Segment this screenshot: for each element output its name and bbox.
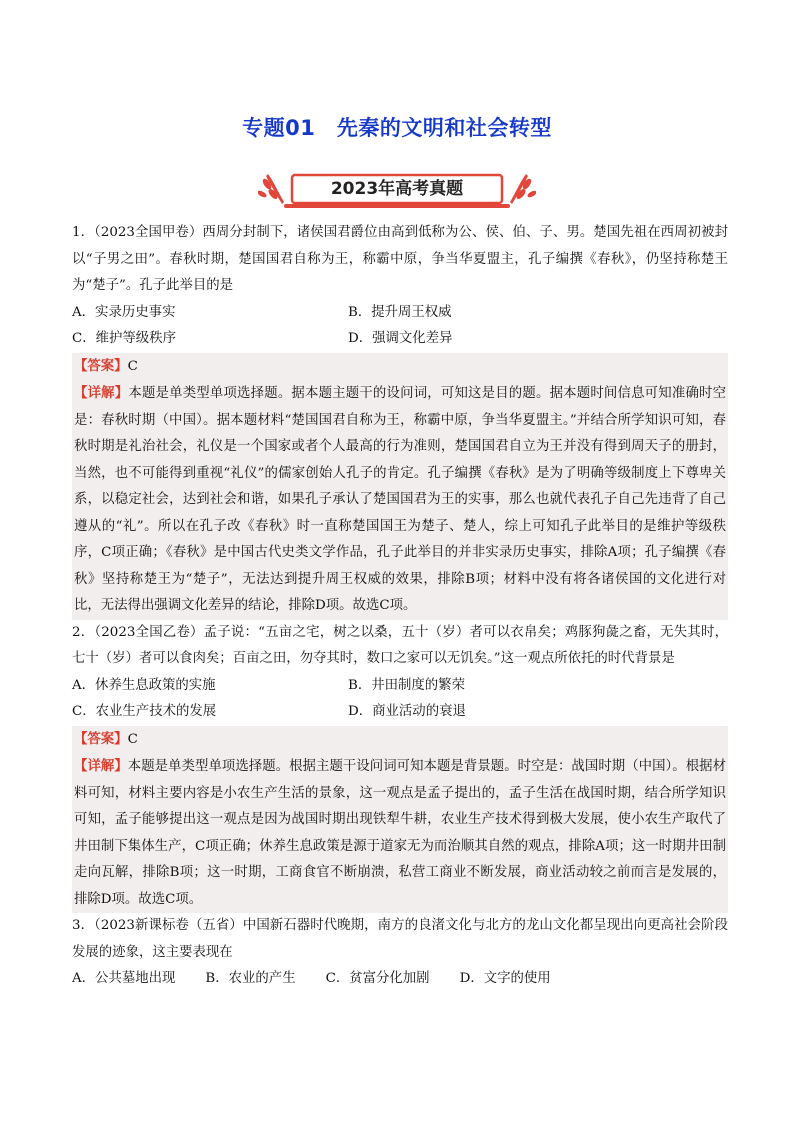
option-d: D．文字的使用: [459, 971, 551, 986]
option-b: B．提升周王权威: [348, 304, 452, 320]
question-3-stem: 3．（2023新课标卷（五省）中国新石器时代晚期，南方的良渚文化与北方的龙山文化都呈现出向更高社会阶段发展的迹象，这主要表现在: [72, 918, 728, 960]
option-c: C．维护等级秩序: [72, 331, 176, 346]
detail-text: 本题是单类型单项选择题。根据主题干设问词可知本题是背景题。时空是：战国时期（中国）。根据材料可知，材料主要内容是小农生产生活的景象，这一观点是孟子提出的，孟子生活在战国时期，结合所学知识可知，孟子能够提出这一观点是因为战国时期出现铁犁牛耕，农业生产技术得到极大发展，使小农生产取代了井田制下集体生产，C项正确；休养生息政策是源于道家无为而治顺其自然的观点，排除A项；这一时期井田制走向瓦解，排除B项；这一时期，工商食官不断崩溃，私营工商业不断发展，商业活动较之前而言是发展的，排除D项。故选C项。: [74, 759, 727, 907]
option-c: C．贫富分化加剧: [325, 971, 430, 986]
question-1-options-row-2: [72, 326, 728, 353]
question-1-stem: 1．（2023全国甲卷）西周分封制下，诸侯国君爵位由高到低称为公、侯、伯、子、男。楚国先祖在西周初被封以“子男之田”。春秋时期，楚国国君自称为王，称霸中原，争当华夏盟主，孔子编撰《春秋》，仍坚持称楚王为“楚子”。孔子此举目的是: [72, 225, 728, 293]
option-a: A．实录历史事实: [72, 304, 176, 320]
question-2-stem: 2．（2023全国乙卷）孟子说：“五亩之宅，树之以桑，五十（岁）者可以衣帛矣；鸡豚狗彘之畜，无失其时，七十（岁）者可以食肉矣；百亩之田，勿夺其时，数口之家可以无饥矣。”这一观点所依托的时代背景是: [72, 624, 728, 666]
answer-value: C: [127, 358, 138, 374]
question-1-options-row-1: [72, 300, 728, 327]
detail-text: 本题是单类型单项选择题。据本题主题干的设问词，可知这是目的题。据本题时间信息可知准确时空是：春秋时期（中国）。据本题材料“楚国国君自称为王，称霸中原，争当华夏盟主。”并结合所学知识可知，春秋时期是礼治社会，礼仪是一个国家或者个人最高的行为准则，楚国国君自立为王并没有得到周天子的册封，当然，也不可能得到重视“礼仪”的儒家创始人孔子的肯定。孔子编撰《春秋》是为了明确等级制度上下尊卑关系，以稳定社会，达到社会和谐，如果孔子承认了楚国国君为王的实事，那么也就代表孔子自己先违背了自己遵从的“礼”。所以在孔子改《春秋》时一直称楚国国王为楚子、楚人，综上可知孔子此举目的是维护等级秩序，C项正确；《春秋》是中国古代史类文学作品，孔子此举目的并非实录历史事实，排除A项；孔子编撰《春秋》坚持称楚王为“楚子”，无法达到提升周王权威的效果，排除B项；材料中没有将各诸侯国的文化进行对比，无法得出强调文化差异的结论，排除D项。故选C项。: [74, 386, 727, 613]
answer-tag: 【答案】: [74, 357, 128, 374]
section-banner: [258, 168, 536, 212]
option-c: C．农业生产技术的发展: [72, 704, 217, 719]
question-1-answer: [72, 353, 728, 381]
banner-label: 2023年高考真题: [330, 179, 464, 199]
option-b: B．农业的产生: [205, 971, 296, 986]
question-2-answer: [72, 726, 728, 754]
option-d: D．商业活动的衰退: [348, 704, 466, 719]
question-2-detail: [72, 753, 728, 913]
question-1-detail: [72, 380, 728, 620]
question-2-options-row-1: [72, 673, 728, 700]
question-2-options-row-2: [72, 699, 728, 726]
option-d: D．强调文化差异: [348, 331, 453, 346]
answer-tag: 【答案】: [74, 730, 128, 747]
answer-value: C: [127, 731, 138, 747]
detail-tag: 【详解】: [74, 758, 128, 774]
question-3-options-row: [72, 966, 728, 993]
page-title: 专题01 先秦的文明和社会转型: [242, 116, 552, 140]
document-body: [72, 220, 728, 993]
option-b: B．井田制度的繁荣: [348, 677, 465, 693]
option-a: A．休养生息政策的实施: [72, 677, 216, 693]
detail-tag: 【详解】: [74, 385, 129, 401]
option-a: A．公共墓地出现: [72, 971, 176, 986]
